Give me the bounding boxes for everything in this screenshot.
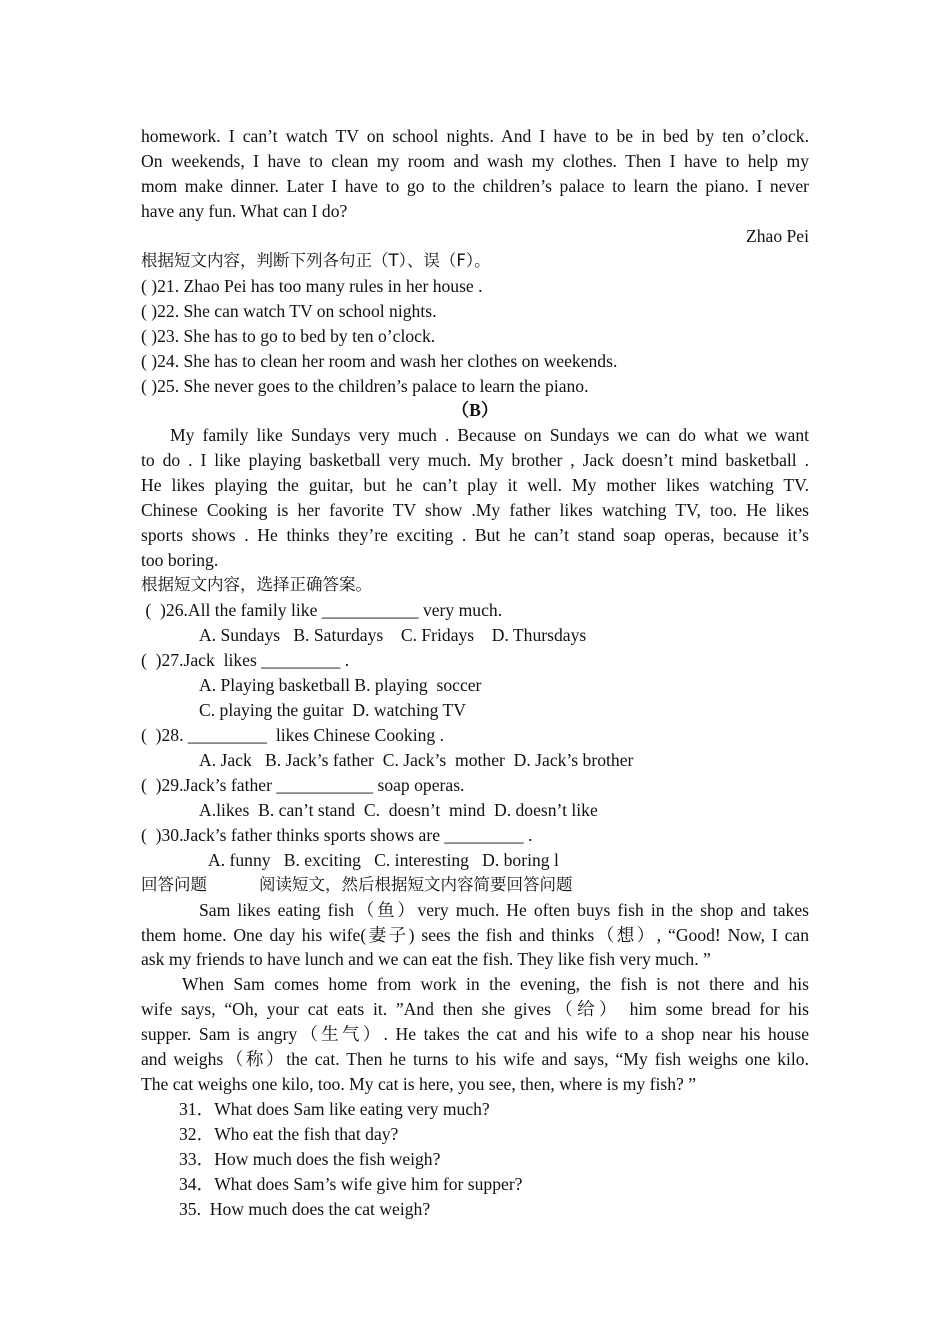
mc-options-29: A.likes B. can’t stand C. doesn’t mind D. doesn’t like [199,799,598,820]
mc-options-26: A. Sundays B. Saturdays C. Fridays D. Thursdays [199,625,587,646]
passage-b-line: to do . I like playing basketball very much. My brother , Jack doesn’t mind basketball . [141,450,809,471]
qa-title: 回答问题 [141,874,207,894]
mc-options-28: A. Jack B. Jack’s father C. Jack’s mother D. Jack’s brother [199,749,634,770]
tf-item-22: ( )22. She can watch TV on school nights. [141,300,437,321]
passage-c-line: The cat weighs one kilo, too. My cat is here, you see, then, where is my fish? ” [141,1074,697,1095]
passage-c-line: ask my friends to have lunch and we can eat the fish. They like fish very much. ” [141,949,711,970]
passage-a-line: homework. I can’t watch TV on school nights. And I have to be in bed by ten o’clock. [141,126,809,146]
passage-c-line: wife says, “Oh, your cat eats it. ”And then she gives（给） him some bread for his [141,999,809,1020]
mc-options-27a: A. Playing basketball B. playing soccer [199,674,482,695]
qa-question-33: 33．How much does the fish weigh? [179,1149,441,1170]
passage-a-signature: Zhao Pei [745,225,809,246]
qa-header [141,873,809,898]
passage-c-line: supper. Sam is angry（生气）. He takes the cat and his wife to a shop near his house [141,1024,809,1045]
mc-options-27b: C. playing the guitar D. watching TV [199,699,466,720]
passage-b-line: Chinese Cooking is her favorite TV show .My father likes watching TV, too. He likes [141,500,809,521]
qa-question-32: 32．Who eat the fish that day? [179,1124,399,1145]
qa-question-34: 34．What does Sam’s wife give him for supper? [179,1174,523,1195]
mc-question-30: ( )30.Jack’s father thinks sports shows are _________ . [141,824,533,845]
passage-c-line: and weighs（称）the cat. Then he turns to his wife and says, “My fish weighs one kilo. [141,1049,809,1070]
passage-b-line: My family like Sundays very much . Because on Sundays we can do what we want [170,425,809,446]
passage-a-line: mom make dinner. Later I have to go to the children’s palace to learn the piano. I never [141,175,809,196]
passage-c-line: them home. One day his wife(妻子) sees the fish and thinks（想）, “Good! Now, I can [141,924,809,945]
tf-item-25: ( )25. She never goes to the children’s palace to learn the piano. [141,375,589,396]
mc-question-28: ( )28. _________ likes Chinese Cooking . [141,724,444,745]
qa-question-31: 31．What does Sam like eating very much? [179,1099,490,1120]
passage-b-line: sports shows . He thinks they’re exciting . But he can’t stand soap operas, because it’s [141,525,809,546]
mc-question-26: ( )26.All the family like ___________ very much. [141,600,503,621]
tf-instruction: 根据短文内容，判断下列各句正（T）、误（F）。 [141,250,491,270]
worksheet-page [141,124,809,1222]
mc-instruction: 根据短文内容，选择正确答案。 [141,575,372,595]
passage-b-line: too boring. [141,550,219,571]
mc-question-27: ( )27.Jack likes _________ . [141,650,350,671]
passage-b-line: He likes playing the guitar, but he can’t play it well. My mother likes watching TV. [141,475,809,496]
tf-item-24: ( )24. She has to clean her room and wash her clothes on weekends. [141,350,618,371]
qa-question-35: 35. How much does the cat weigh? [179,1198,431,1219]
qa-instruction: 阅读短文，然后根据短文内容简要回答问题 [259,874,573,894]
passage-a-line: have any fun. What can I do? [141,200,348,221]
mc-question-29: ( )29.Jack’s father ___________ soap operas. [141,774,465,795]
passage-a-line: On weekends, I have to clean my room and wash my clothes. Then I have to help my [141,150,809,171]
passage-c-line: Sam likes eating fish（鱼）very much. He often buys fish in the shop and takes [199,899,809,920]
passage-c-line: When Sam comes home from work in the evening, the fish is not there and his [182,974,809,995]
section-b-heading: （B） [451,400,499,421]
tf-item-23: ( )23. She has to go to bed by ten o’clock. [141,325,436,346]
tf-item-21: ( )21. Zhao Pei has too many rules in her house . [141,275,483,296]
mc-options-30: A. funny B. exciting C. interesting D. boring l [208,849,559,870]
